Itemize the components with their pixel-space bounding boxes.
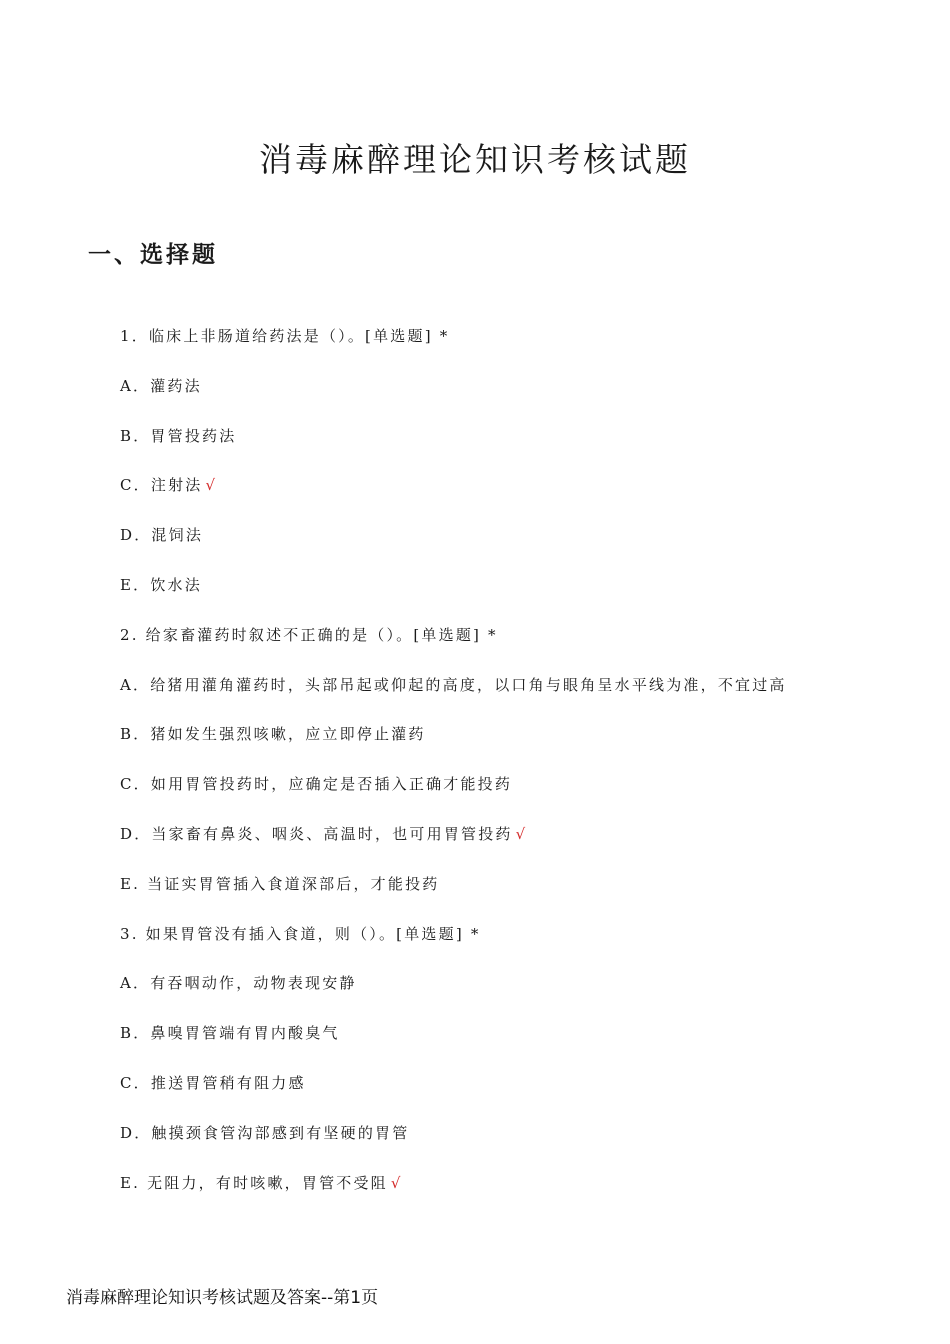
answer-option (120, 422, 880, 472)
option-text: D．当家畜有鼻炎、咽炎、高温时，也可用胃管投药 (120, 824, 513, 843)
answer-option (120, 1019, 880, 1069)
question-prompt-text: 2. 给家畜灌药时叙述不正确的是（）。[单选题] * (120, 625, 498, 644)
option-text: A．灌药法 (120, 376, 202, 395)
answer-option (120, 770, 880, 820)
answer-option (120, 571, 880, 621)
option-text: E. 当证实胃管插入食道深部后，才能投药 (120, 874, 440, 893)
answer-option (120, 521, 880, 571)
page-title: 消毒麻醉理论知识考核试题 (259, 140, 691, 179)
question-prompt (120, 322, 880, 372)
option-text: A．有吞咽动作，动物表现安静 (120, 974, 357, 993)
question-list (120, 322, 880, 1218)
page-footer: 消毒麻醉理论知识考核试题及答案--第1页 (66, 1288, 379, 1308)
option-text: E. 无阻力，有时咳嗽，胃管不受阻 (120, 1173, 388, 1192)
option-text: A．给猪用灌角灌药时，头部吊起或仰起的高度，以口角与眼角呈水平线为准，不宜过高 (120, 675, 787, 694)
question-prompt (120, 920, 880, 970)
answer-option (120, 372, 880, 422)
question-prompt-text: 1．临床上非肠道给药法是（）。[单选题] * (120, 327, 450, 345)
answer-option (120, 969, 880, 1019)
question-prompt (120, 621, 880, 671)
answer-option (120, 1169, 880, 1219)
answer-option (120, 720, 880, 770)
section-heading: 一、选择题 (88, 241, 218, 268)
answer-option (120, 1069, 880, 1119)
option-text: E．饮水法 (120, 575, 202, 594)
option-text: D．混饲法 (120, 526, 204, 545)
option-text: B．鼻嗅胃管端有胃内酸臭气 (120, 1024, 340, 1043)
answer-option (120, 671, 880, 721)
question-prompt-text: 3. 如果胃管没有插入食道，则（）。[单选题] * (120, 924, 481, 943)
option-text: B．胃管投药法 (120, 426, 237, 445)
option-text: D．触摸颈食管沟部感到有坚硬的胃管 (120, 1123, 410, 1142)
answer-option (120, 870, 880, 920)
correct-check-icon: √ (390, 1173, 401, 1192)
answer-option (120, 1119, 880, 1169)
answer-option (120, 471, 880, 521)
correct-check-icon: √ (205, 476, 216, 495)
answer-option (120, 820, 880, 870)
option-text: C．推送胃管稍有阻力感 (120, 1073, 306, 1092)
option-text: C．如用胃管投药时，应确定是否插入正确才能投药 (120, 775, 513, 794)
option-text: B．猪如发生强烈咳嗽，应立即停止灌药 (120, 725, 426, 744)
correct-check-icon: √ (515, 824, 526, 843)
option-text: C．注射法 (120, 476, 203, 495)
